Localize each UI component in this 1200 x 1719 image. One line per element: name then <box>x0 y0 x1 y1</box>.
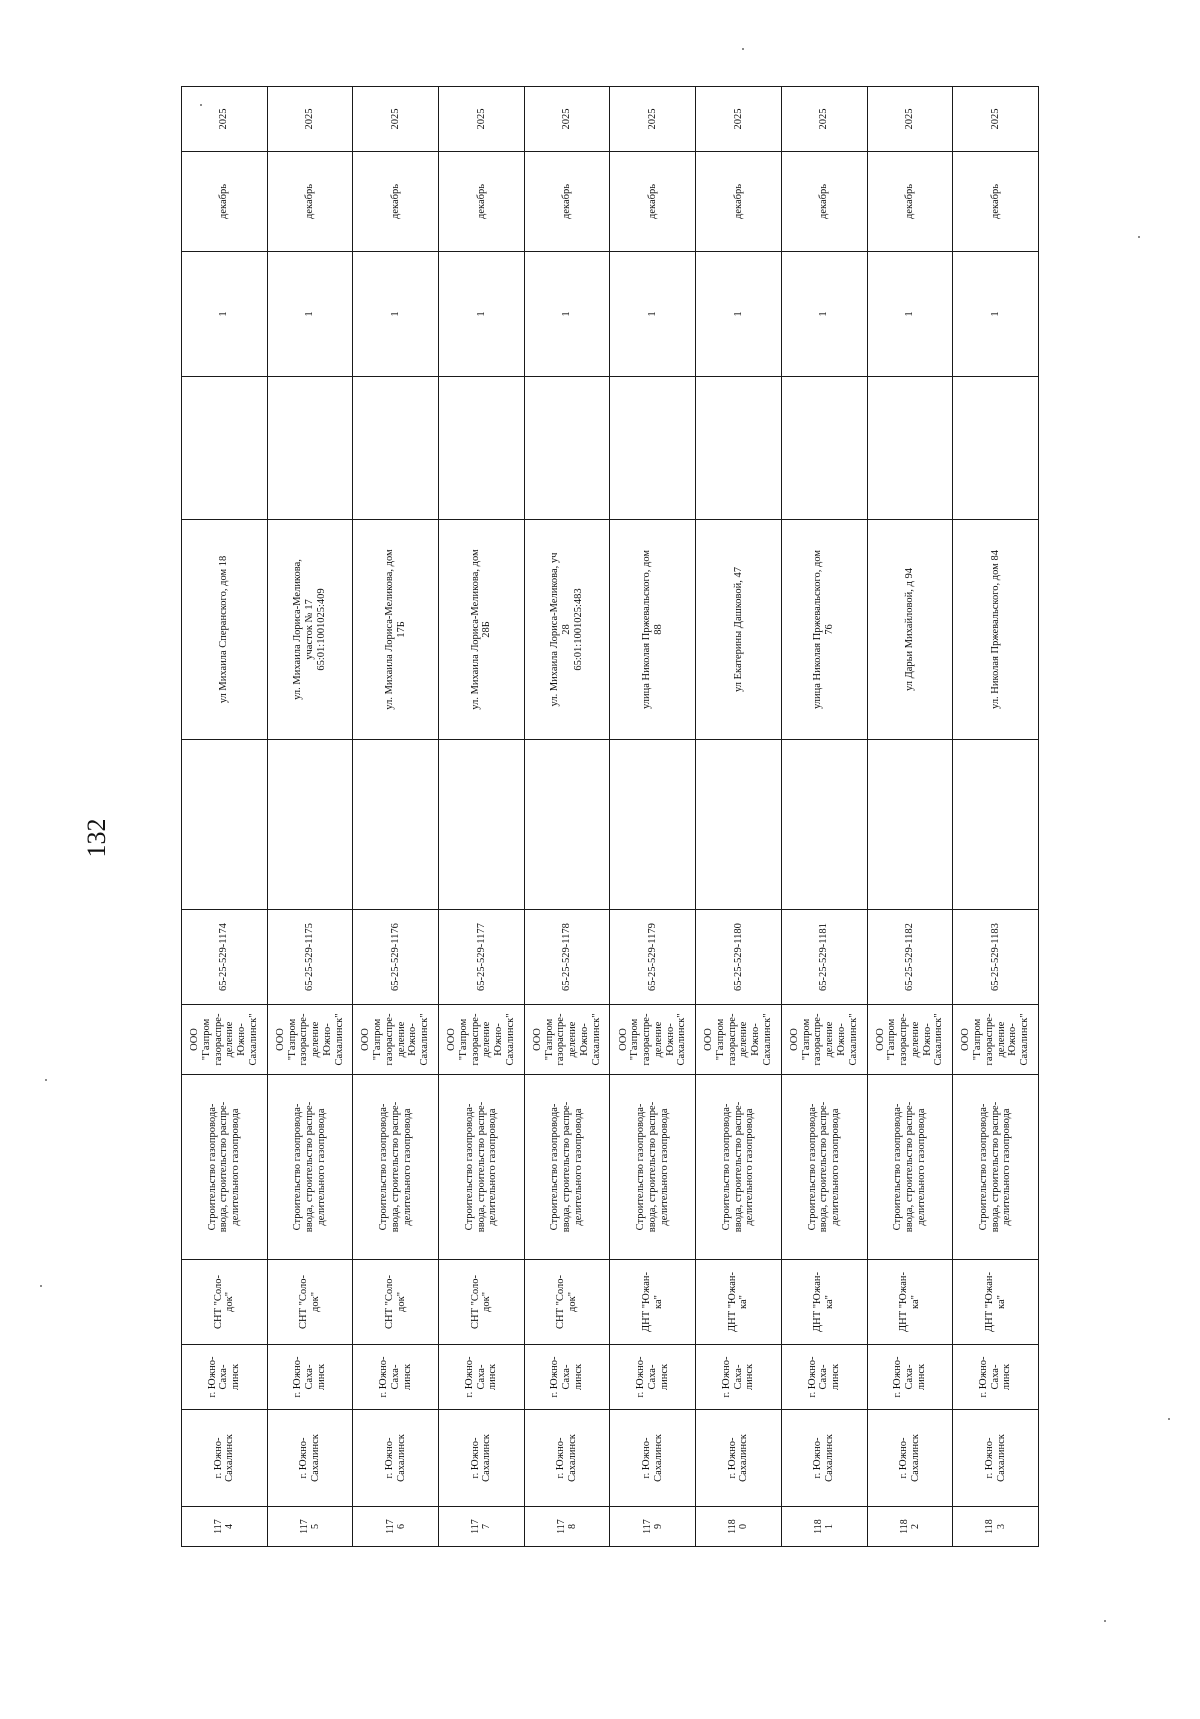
cell-city: г. Южно- Сахалинск <box>867 1410 953 1507</box>
cell-place: СНТ "Соло- док" <box>267 1260 353 1345</box>
cell-place: ДНТ "Южан- ка" <box>953 1260 1039 1345</box>
cell-work: Строительство газопровода- ввода, строительство распре- делительного газопровода <box>182 1075 268 1260</box>
cell-org: ООО "Газпром газораспре- деление Южно- Сахалинск" <box>439 1005 525 1075</box>
cell-code: 65-25-529-1175 <box>267 910 353 1005</box>
scan-speck <box>1168 1418 1170 1420</box>
table-row <box>867 87 953 1547</box>
cell-blank2 <box>781 377 867 520</box>
cell-address: ул Екатерины Дашковой, 47 <box>696 520 782 740</box>
cell-code: 65-25-529-1174 <box>182 910 268 1005</box>
table-row <box>182 87 268 1547</box>
cell-org: ООО "Газпром газораспре- деление Южно- Сахалинск" <box>696 1005 782 1075</box>
cell-blank1 <box>182 740 268 910</box>
scan-speck <box>200 104 202 106</box>
cell-blank1 <box>867 740 953 910</box>
cell-blank2 <box>267 377 353 520</box>
cell-work: Строительство газопровода- ввода, строительство распре- делительного газопровода <box>439 1075 525 1260</box>
cell-district: г. Южно- Саха- линск <box>353 1345 439 1410</box>
gas-connection-table <box>181 86 1039 1547</box>
table-rotation-wrapper <box>181 87 1039 1547</box>
cell-blank1 <box>267 740 353 910</box>
cell-year: 2025 <box>696 87 782 152</box>
cell-blank2 <box>610 377 696 520</box>
cell-work: Строительство газопровода- ввода, строительство распре- делительного газопровода <box>696 1075 782 1260</box>
cell-num: 117 5 <box>267 1507 353 1547</box>
cell-work: Строительство газопровода- ввода, строительство распре- делительного газопровода <box>267 1075 353 1260</box>
cell-city: г. Южно- Сахалинск <box>781 1410 867 1507</box>
cell-year: 2025 <box>867 87 953 152</box>
cell-code: 65-25-529-1178 <box>524 910 610 1005</box>
cell-city: г. Южно- Сахалинск <box>267 1410 353 1507</box>
cell-year: 2025 <box>182 87 268 152</box>
table-row <box>267 87 353 1547</box>
cell-org: ООО "Газпром газораспре- деление Южно- Сахалинск" <box>781 1005 867 1075</box>
cell-code: 65-25-529-1181 <box>781 910 867 1005</box>
cell-year: 2025 <box>267 87 353 152</box>
cell-place: ДНТ "Южан- ка" <box>781 1260 867 1345</box>
cell-blank2 <box>696 377 782 520</box>
cell-qty: 1 <box>781 252 867 377</box>
cell-code: 65-25-529-1182 <box>867 910 953 1005</box>
cell-org: ООО "Газпром газораспре- деление Южно- Сахалинск" <box>524 1005 610 1075</box>
cell-city: г. Южно- Сахалинск <box>696 1410 782 1507</box>
cell-num: 118 2 <box>867 1507 953 1547</box>
cell-month: декабрь <box>696 152 782 252</box>
cell-year: 2025 <box>439 87 525 152</box>
cell-qty: 1 <box>182 252 268 377</box>
cell-num: 118 0 <box>696 1507 782 1547</box>
cell-code: 65-25-529-1176 <box>353 910 439 1005</box>
cell-blank2 <box>867 377 953 520</box>
cell-month: декабрь <box>267 152 353 252</box>
table-row <box>696 87 782 1547</box>
cell-blank1 <box>953 740 1039 910</box>
cell-blank2 <box>953 377 1039 520</box>
cell-code: 65-25-529-1183 <box>953 910 1039 1005</box>
cell-address: ул Дарьи Михайловой, д 94 <box>867 520 953 740</box>
cell-qty: 1 <box>696 252 782 377</box>
cell-blank2 <box>524 377 610 520</box>
cell-blank1 <box>524 740 610 910</box>
cell-place: СНТ "Соло- док" <box>182 1260 268 1345</box>
table-row <box>953 87 1039 1547</box>
cell-blank1 <box>610 740 696 910</box>
cell-district: г. Южно- Саха- линск <box>267 1345 353 1410</box>
cell-address: ул Михаила Сперанского, дом 18 <box>182 520 268 740</box>
cell-work: Строительство газопровода- ввода, строительство распре- делительного газопровода <box>953 1075 1039 1260</box>
cell-blank2 <box>439 377 525 520</box>
cell-address: ул. Михаила Лориса-Меликова, участок № 17 65:01:1001025:409 <box>267 520 353 740</box>
cell-city: г. Южно- Сахалинск <box>953 1410 1039 1507</box>
cell-place: СНТ "Соло- док" <box>353 1260 439 1345</box>
cell-place: ДНТ "Южан- ка" <box>867 1260 953 1345</box>
cell-org: ООО "Газпром газораспре- деление Южно- Сахалинск" <box>953 1005 1039 1075</box>
cell-qty: 1 <box>610 252 696 377</box>
cell-place: СНТ "Соло- док" <box>524 1260 610 1345</box>
cell-work: Строительство газопровода- ввода, строительство распре- делительного газопровода <box>524 1075 610 1260</box>
cell-year: 2025 <box>353 87 439 152</box>
cell-qty: 1 <box>439 252 525 377</box>
cell-month: декабрь <box>439 152 525 252</box>
cell-year: 2025 <box>524 87 610 152</box>
cell-address: ул. Михаила Лориса-Меликова, дом 28Б <box>439 520 525 740</box>
table-row <box>439 87 525 1547</box>
cell-qty: 1 <box>953 252 1039 377</box>
cell-month: декабрь <box>182 152 268 252</box>
cell-code: 65-25-529-1179 <box>610 910 696 1005</box>
cell-year: 2025 <box>781 87 867 152</box>
cell-work: Строительство газопровода- ввода, строительство распре- делительного газопровода <box>867 1075 953 1260</box>
cell-work: Строительство газопровода- ввода, строительство распре- делительного газопровода <box>781 1075 867 1260</box>
cell-org: ООО "Газпром газораспре- деление Южно- Сахалинск" <box>267 1005 353 1075</box>
cell-blank2 <box>182 377 268 520</box>
cell-num: 117 8 <box>524 1507 610 1547</box>
cell-month: декабрь <box>353 152 439 252</box>
cell-address: ул. Михаила Лориса-Меликова, дом 17Б <box>353 520 439 740</box>
cell-city: г. Южно- Сахалинск <box>610 1410 696 1507</box>
cell-year: 2025 <box>953 87 1039 152</box>
cell-qty: 1 <box>524 252 610 377</box>
cell-num: 117 6 <box>353 1507 439 1547</box>
cell-district: г. Южно- Саха- линск <box>439 1345 525 1410</box>
cell-month: декабрь <box>867 152 953 252</box>
cell-month: декабрь <box>953 152 1039 252</box>
table-row <box>781 87 867 1547</box>
cell-place: ДНТ "Южан- ка" <box>696 1260 782 1345</box>
cell-num: 117 4 <box>182 1507 268 1547</box>
cell-month: декабрь <box>610 152 696 252</box>
scan-speck <box>45 1079 47 1081</box>
cell-blank1 <box>439 740 525 910</box>
scan-speck <box>742 48 744 50</box>
cell-address: улица Николая Пржевальского, дом 88 <box>610 520 696 740</box>
cell-district: г. Южно- Саха- линск <box>867 1345 953 1410</box>
cell-num: 117 9 <box>610 1507 696 1547</box>
cell-address: ул. Николая Пржевальского, дом 84 <box>953 520 1039 740</box>
page-number: 132 <box>82 818 111 858</box>
cell-num: 118 3 <box>953 1507 1039 1547</box>
cell-qty: 1 <box>353 252 439 377</box>
table-row <box>610 87 696 1547</box>
cell-district: г. Южно- Саха- линск <box>696 1345 782 1410</box>
cell-district: г. Южно- Саха- линск <box>182 1345 268 1410</box>
table-row <box>524 87 610 1547</box>
cell-org: ООО "Газпром газораспре- деление Южно- Сахалинск" <box>867 1005 953 1075</box>
cell-code: 65-25-529-1180 <box>696 910 782 1005</box>
cell-district: г. Южно- Саха- линск <box>524 1345 610 1410</box>
scan-speck <box>1104 1620 1106 1622</box>
cell-city: г. Южно- Сахалинск <box>439 1410 525 1507</box>
cell-month: декабрь <box>781 152 867 252</box>
cell-blank1 <box>353 740 439 910</box>
cell-blank2 <box>353 377 439 520</box>
cell-work: Строительство газопровода- ввода, строительство распре- делительного газопровода <box>353 1075 439 1260</box>
cell-work: Строительство газопровода- ввода, строительство распре- делительного газопровода <box>610 1075 696 1260</box>
cell-address: ул. Михаила Лориса-Меликова, уч 28 65:01:1001025:483 <box>524 520 610 740</box>
cell-city: г. Южно- Сахалинск <box>524 1410 610 1507</box>
cell-qty: 1 <box>267 252 353 377</box>
cell-district: г. Южно- Саха- линск <box>953 1345 1039 1410</box>
scan-speck <box>40 1285 42 1287</box>
cell-address: улица Николая Пржевальского, дом 76 <box>781 520 867 740</box>
cell-city: г. Южно- Сахалинск <box>182 1410 268 1507</box>
cell-year: 2025 <box>610 87 696 152</box>
cell-month: декабрь <box>524 152 610 252</box>
cell-place: ДНТ "Южан- ка" <box>610 1260 696 1345</box>
cell-blank1 <box>781 740 867 910</box>
cell-blank1 <box>696 740 782 910</box>
cell-city: г. Южно- Сахалинск <box>353 1410 439 1507</box>
table-body <box>182 87 1039 1547</box>
cell-district: г. Южно- Саха- линск <box>610 1345 696 1410</box>
cell-num: 118 1 <box>781 1507 867 1547</box>
cell-org: ООО "Газпром газораспре- деление Южно- Сахалинск" <box>182 1005 268 1075</box>
cell-num: 117 7 <box>439 1507 525 1547</box>
cell-code: 65-25-529-1177 <box>439 910 525 1005</box>
cell-org: ООО "Газпром газораспре- деление Южно- Сахалинск" <box>353 1005 439 1075</box>
scan-speck <box>1138 236 1140 238</box>
table-row <box>353 87 439 1547</box>
cell-district: г. Южно- Саха- линск <box>781 1345 867 1410</box>
cell-qty: 1 <box>867 252 953 377</box>
cell-org: ООО "Газпром газораспре- деление Южно- Сахалинск" <box>610 1005 696 1075</box>
cell-place: СНТ "Соло- док" <box>439 1260 525 1345</box>
